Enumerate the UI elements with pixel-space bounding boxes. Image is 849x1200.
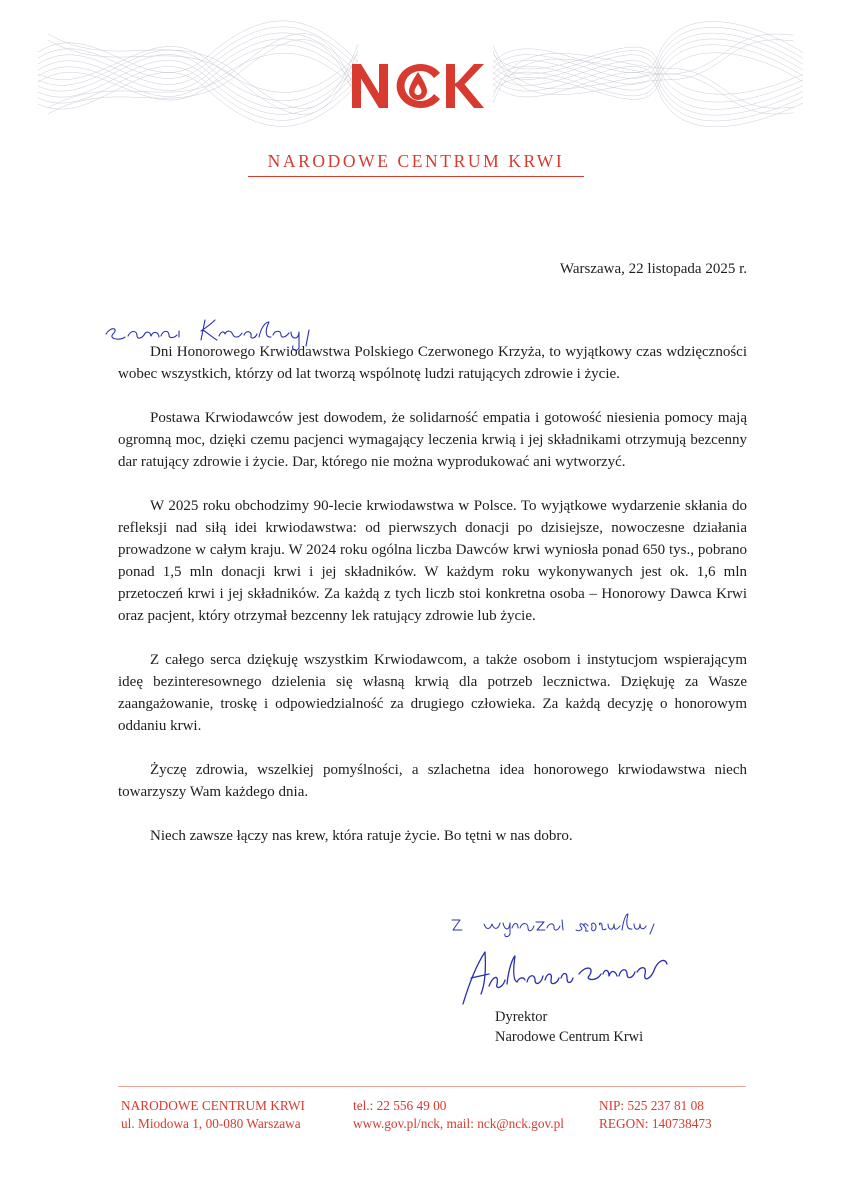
guilloche-pattern-left <box>38 14 358 134</box>
signer-block <box>495 1007 643 1047</box>
footer-divider <box>118 1086 746 1087</box>
footer-address: ul. Miodowa 1, 00-080 Warszawa <box>121 1116 301 1131</box>
footer-contact-block <box>353 1097 564 1133</box>
letter-paragraph: Z całego serca dziękuję wszystkim Krwiodawcom, a także osobom i instytucjom wspierającym ideę bezinteresownego dzielenia się własną krwią dla potrzeb lecznictwa. Dziękuję za Wasze zaangażowanie, troskę i odpowiedzialność za drugiego człowieka. Za każdą decyzję o honorowym oddaniu krwi. <box>118 652 747 734</box>
handwritten-closing <box>448 904 688 945</box>
footer-phone: tel.: 22 556 49 00 <box>353 1098 447 1113</box>
nck-blood-drop-logo-icon <box>350 58 486 114</box>
footer-org-name: NARODOWE CENTRUM KRWI <box>121 1098 305 1113</box>
signer-title: Dyrektor <box>495 1009 548 1025</box>
footer-address-block <box>121 1097 305 1133</box>
letter-paragraph: Niech zawsze łączy nas krew, która ratuje życie. Bo tętni w nas dobro. <box>150 828 573 844</box>
letter-date: Warszawa, 22 listopada 2025 r. <box>559 261 747 277</box>
letter-paragraph: Życzę zdrowia, wszelkiej pomyślności, a szlachetna idea honorowego krwiodawstwa niech towarzyszy Wam każdego dnia. <box>118 762 747 800</box>
letter-paragraph: Dni Honorowego Krwiodawstwa Polskiego Czerwonego Krzyża, to wyjątkowy czas wdzięczności wobec wszystkich, którzy od lat tworzą wspólnotę ludzi ratujących zdrowie i życie. <box>118 344 747 382</box>
handwritten-signature <box>455 944 675 1013</box>
signer-organization: Narodowe Centrum Krwi <box>495 1029 644 1045</box>
handwritten-closing-image <box>448 904 688 940</box>
header-divider <box>248 176 584 177</box>
handwritten-signature-image <box>455 944 675 1008</box>
footer-regon: REGON: 140738473 <box>599 1116 712 1131</box>
nck-logo <box>350 58 486 114</box>
footer-registry-block <box>599 1097 712 1133</box>
footer-web-mail: www.gov.pl/nck, mail: nck@nck.gov.pl <box>353 1116 564 1131</box>
footer-nip: NIP: 525 237 81 08 <box>599 1098 704 1113</box>
organization-name: NARODOWE CENTRUM KRWI <box>267 151 565 171</box>
letter-paragraph: W 2025 roku obchodzimy 90-lecie krwiodawstwa w Polsce. To wyjątkowe wydarzenie skłania do refleksji nad siłą idei krwiodawstwa: od pierwszych donacji po dzisiejsze, nowoczesne działania prowadzone w całym kraju. W 2024 roku ogólna liczba Dawców krwi wyniosła ponad 650 tys., pobrano ponad 1,5 mln donacji krwi i jej składników. W każdym roku wykonywanych jest ok. 1,6 mln przetoczeń krwi i jej składników. Za każdą z tych liczb stoi konkretna osoba – Honorowy Dawca Krwi oraz pacjent, który otrzymał bezcenny lek ratujący zdrowie lub życie. <box>118 498 747 624</box>
letter-body <box>118 341 747 869</box>
letter-paragraph: Postawa Krwiodawców jest dowodem, że solidarność empatia i gotowość niesienia pomocy mają ogromną moc, dzięki czemu pacjenci wymagający leczenia krwią i jej składnikami otrzymują bezcenny dar ratujący zdrowie i życie. Dar, którego nie można wyprodukować ani wytworzyć. <box>118 410 747 470</box>
guilloche-pattern-right <box>493 14 803 134</box>
